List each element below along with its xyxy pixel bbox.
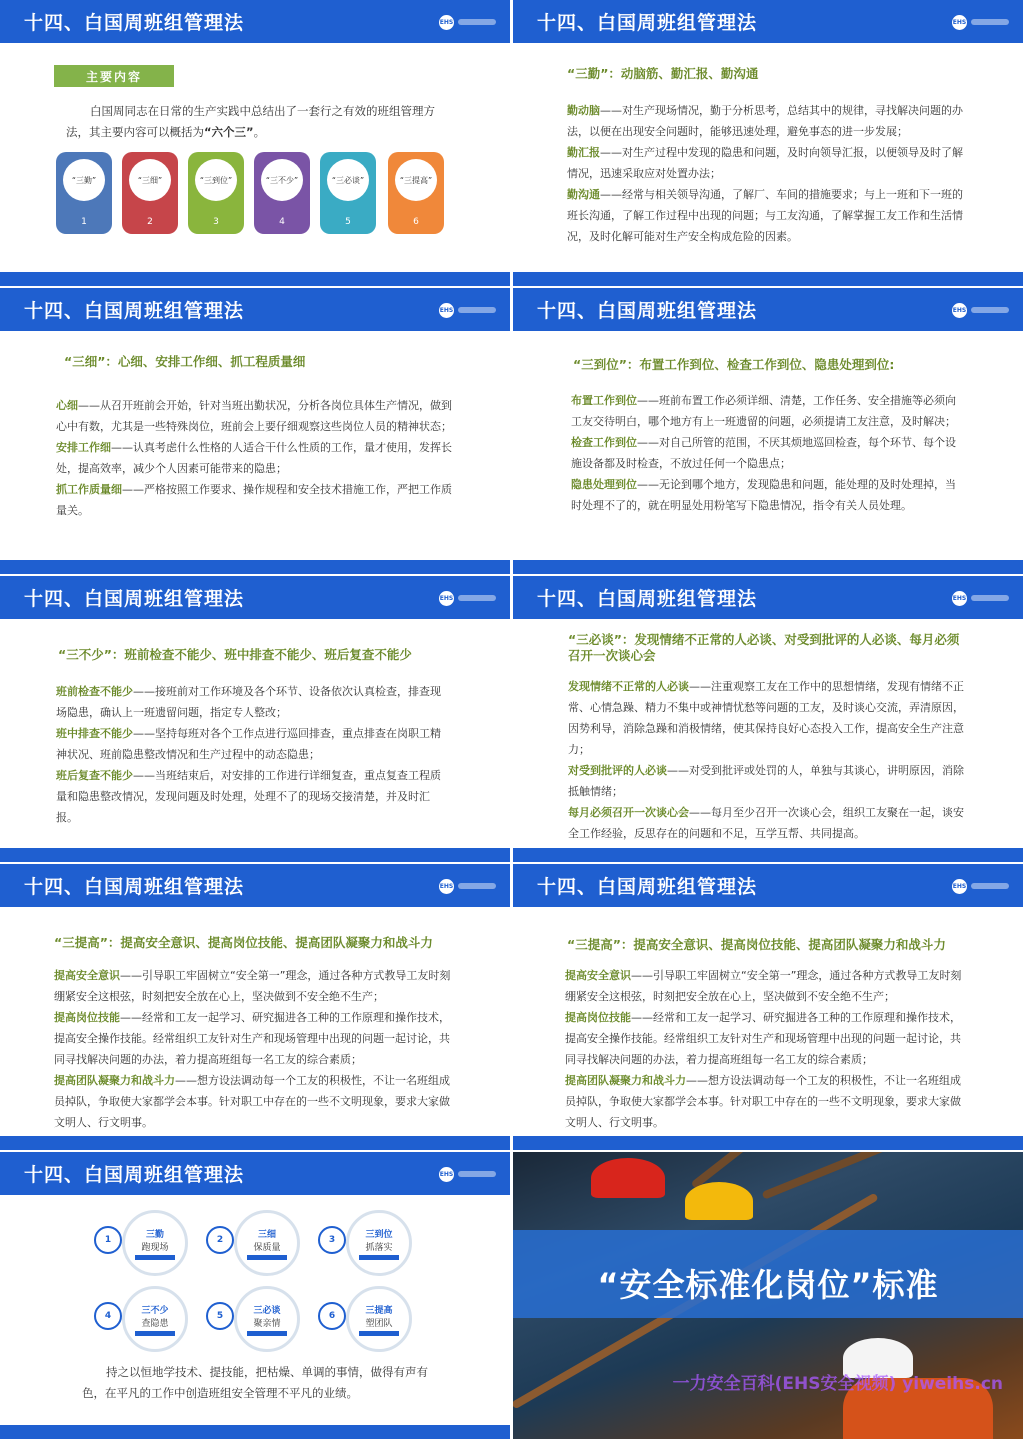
method-card-number: 3 — [213, 217, 219, 227]
method-card-label: “三提高” — [395, 159, 437, 201]
red-helmet-icon — [591, 1158, 665, 1198]
method-card — [388, 152, 444, 234]
ehs-logo-mark: EHS — [439, 1167, 454, 1182]
intro-paragraph: 白国周同志在日常的生产实践中总结出了一套行之有效的班组管理方法，其主要内容可以概括为“六个三”。 — [66, 104, 435, 139]
ehs-logo-mark: EHS — [439, 879, 454, 894]
ring-title: 三必谈 — [253, 1306, 281, 1316]
slide-title: 十四、白国周班组管理法 — [537, 300, 758, 322]
slide-footer-bar — [513, 560, 1023, 574]
slide-footer-bar — [0, 848, 510, 862]
ehs-logo-mark: EHS — [952, 303, 967, 318]
slide-body: 心细——从召开班前会开始，针对当班出勤状况，分析各岗位具体生产情况，做到心中有数，尤其是一些特殊岗位，班前会上要仔细观察这些岗位人员的精神状态； 安排工作细——认真考虑什么性格的人适合干什么性质的工作，量才使用，发挥长处，提高效率，减少个人因素可能带来的隐患； 抓工作质量细——严格按照工作要求、操作规程和安全技术措施工作，严把工作质量关。 — [56, 399, 452, 517]
ehs-logo — [952, 13, 1009, 31]
slide-main-content — [0, 0, 510, 286]
ring-caption: 聚亲情 — [253, 1319, 281, 1329]
slide-footer-bar — [0, 1136, 510, 1150]
slide-footer-bar — [513, 1136, 1023, 1150]
slide-three-improvements-copy — [513, 864, 1023, 1150]
slide-header — [0, 1152, 510, 1195]
ehs-logo — [439, 13, 496, 31]
slide-header — [0, 576, 510, 619]
method-card — [320, 152, 376, 234]
slide-footer-bar — [513, 848, 1023, 862]
slide-subtitle: “三细”：心细、安排工作细、抓工程质量细 — [64, 354, 306, 369]
ehs-logo-mark: EHS — [439, 303, 454, 318]
slide-three-in-place — [513, 288, 1023, 574]
method-card — [56, 152, 112, 234]
ring-caption: 保质量 — [253, 1243, 281, 1253]
slide-safety-standard-photo — [513, 1152, 1023, 1439]
ring-number-badge: 4 — [94, 1302, 122, 1330]
slide-title: 十四、白国周班组管理法 — [24, 1164, 245, 1186]
method-card-label: “三勤” — [63, 159, 105, 201]
method-card — [254, 152, 310, 234]
slide-subtitle: “三提高”：提高安全意识、提高岗位技能、提高团队凝聚力和战斗力 — [567, 937, 946, 952]
slide-footer-bar — [513, 272, 1023, 286]
slide-header — [513, 864, 1023, 907]
ring-title: 三细 — [257, 1230, 276, 1240]
slide-header — [0, 0, 510, 43]
method-card-label: “三不少” — [261, 159, 303, 201]
slide-header — [513, 288, 1023, 331]
slide-title: 十四、白国周班组管理法 — [537, 588, 758, 610]
ring-caption: 跑现场 — [141, 1243, 169, 1253]
ring-number-badge: 5 — [206, 1302, 234, 1330]
summary-ring — [234, 1210, 300, 1276]
slide-three-diligences — [513, 0, 1023, 286]
yellow-helmet-icon — [685, 1182, 753, 1220]
slide-title: 十四、白国周班组管理法 — [537, 12, 758, 34]
slide-title: 十四、白国周班组管理法 — [537, 876, 758, 898]
slide-header — [513, 576, 1023, 619]
method-card — [122, 152, 178, 234]
ehs-logo — [439, 877, 496, 895]
slide-body: 布置工作到位——班前布置工作必须详细、清楚，工作任务、安全措施等必须向工友交待明白，哪个地方有上一班遗留的问题，必须提请工友注意，及时解决； 检查工作到位——对自己所管的范围，不厌其烦地巡回检查，每个环节、每个设施设备都及时检查，不放过任何一个隐患点； 隐患处理到位——无论到哪个地方，发现隐患和问题，能处理的及时处理掉，当时处理不了的，就在明显处用粉笔写下隐患情况，指令有关人员处理。 — [571, 394, 956, 512]
ehs-logo-mark: EHS — [952, 15, 967, 30]
slide-summary-rings — [0, 1152, 510, 1439]
slide-header — [0, 864, 510, 907]
ehs-logo-mark: EHS — [952, 591, 967, 606]
method-card-number: 5 — [345, 217, 351, 227]
ring-title: 三提高 — [365, 1306, 393, 1316]
slide-body: 勤动脑——对生产现场情况，勤于分析思考，总结其中的规律，寻找解决问题的办法，以便在出现安全问题时，能够迅速处理，避免事态的进一步发展； 勤汇报——对生产过程中发现的隐患和问题，及时向领导汇报，以便领导及时了解情况，迅速采取应对处置办法； 勤沟通——经常与相关领导沟通，了解厂、车间的措施要求；与上一班和下一班的班长沟通，了解工作过程中出现的问题；与工友沟通，了解掌握工友工作和生活情况，及时化解可能对生产安全构成危险的因素。 — [567, 104, 963, 243]
slide-title: 十四、白国周班组管理法 — [24, 588, 245, 610]
ring-title: 三不少 — [141, 1306, 169, 1316]
slide-title: 十四、白国周班组管理法 — [24, 876, 245, 898]
ehs-logo — [439, 1165, 496, 1183]
slide-header — [0, 288, 510, 331]
slide-subtitle: “三到位”：布置工作到位、检查工作到位、隐患处理到位: — [573, 357, 895, 372]
method-card-label: “三细” — [129, 159, 171, 201]
slide-three-musts — [0, 576, 510, 862]
summary-ring — [346, 1210, 412, 1276]
slide-header — [513, 0, 1023, 43]
ehs-logo — [952, 589, 1009, 607]
closing-paragraph: 持之以恒地学技术、提技能，把枯燥、单调的事情，做得有声有色，在平凡的工作中创造班组安全管理不平凡的业绩。 — [82, 1365, 428, 1400]
ring-title: 三到位 — [365, 1230, 393, 1240]
ehs-logo — [952, 301, 1009, 319]
method-card-label: “三到位” — [195, 159, 237, 201]
slide-three-carefuls — [0, 288, 510, 574]
slide-headline: “安全标准化岗位”标准 — [597, 1266, 939, 1304]
method-card-number: 4 — [279, 217, 285, 227]
slide-subtitle: “三必谈”：发现情绪不正常的人必谈、对受到批评的人必谈、每月必须召开一次谈心会 — [568, 632, 960, 663]
ehs-logo-mark: EHS — [952, 879, 967, 894]
slide-footer-bar — [0, 1425, 510, 1439]
ring-caption: 查隐患 — [141, 1319, 169, 1329]
ring-number-badge: 2 — [206, 1226, 234, 1254]
ring-number-badge: 3 — [318, 1226, 346, 1254]
summary-ring — [346, 1286, 412, 1352]
ehs-logo — [439, 589, 496, 607]
slide-title: 十四、白国周班组管理法 — [24, 300, 245, 322]
ring-number-badge: 6 — [318, 1302, 346, 1330]
method-card-number: 1 — [81, 217, 87, 227]
ring-number-badge: 1 — [94, 1226, 122, 1254]
method-card — [188, 152, 244, 234]
ehs-logo — [952, 877, 1009, 895]
slide-body: 提高安全意识——引导职工牢固树立“安全第一”理念，通过各种方式教导工友时刻绷紧安全这根弦，时刻把安全放在心上，坚决做到不安全绝不生产； 提高岗位技能——经常和工友一起学习、研究掘进各工种的工作原理和操作技术，提高安全操作技能。经常组织工友针对生产和现场管理中出现的问题一起讨论，共同寻找解决问题的办法，着力提高班组每一名工友的综合素质； 提高团队凝聚力和战斗力——想方设法调动每一个工友的积极性，不让一名班组成员掉队，争取使大家都学会本事。针对职工中存在的一些不文明现象，要求大家做文明人、行文明事。 — [565, 969, 962, 1129]
main-content-tag: 主要内容 — [54, 65, 174, 87]
slide-body: 班前检查不能少——接班前对工作环境及各个环节、设备依次认真检查，排查现场隐患，确认上一班遗留问题，指定专人整改； 班中排查不能少——坚持每班对各个工作点进行巡回排查，重点排查在岗职工精神状况、班前隐患整改情况和生产过程中的动态隐患； 班后复查不能少——当班结束后，对安排的工作进行详细复查，重点复查工程质量和隐患整改情况，发现问题及时处理，处理不了的现场交接清楚，并及时汇报。 — [56, 685, 441, 824]
ehs-logo-mark: EHS — [439, 15, 454, 30]
slide-subtitle: “三提高”：提高安全意识、提高岗位技能、提高团队凝聚力和战斗力 — [54, 935, 433, 950]
ehs-logo-mark: EHS — [439, 591, 454, 606]
summary-ring — [122, 1286, 188, 1352]
slide-three-improvements — [0, 864, 510, 1150]
watermark: 一力安全百科(EHS安全视频) yiweihs.cn — [672, 1374, 1003, 1394]
ring-caption: 抓落实 — [365, 1243, 393, 1253]
slide-subtitle: “三不少”：班前检查不能少、班中排查不能少、班后复查不能少 — [58, 647, 412, 662]
slide-title: 十四、白国周班组管理法 — [24, 12, 245, 34]
ehs-logo — [439, 301, 496, 319]
ring-title: 三勤 — [145, 1230, 164, 1240]
slide-footer-bar — [0, 272, 510, 286]
method-card-number: 6 — [413, 217, 419, 227]
ring-caption: 塑团队 — [365, 1319, 393, 1329]
slide-body: 发现情绪不正常的人必谈——注重观察工友在工作中的思想情绪，发现有情绪不正常、心情急躁、精力不集中或神情忧愁等问题的工友，及时谈心交流，弄清原因，因势利导，消除急躁和消极情绪，使其保持良好心态投入工作，提高安全生产注意力； 对受到批评的人必谈——对受到批评或处罚的人，单独与其谈心，讲明原因，消除抵触情绪； 每月必须召开一次谈心会——每月至少召开一次谈心会，组织工友聚在一起，谈安全工作经验，反思存在的问题和不足，互学互帮、共同提高。 — [568, 680, 964, 840]
slide-three-talks — [513, 576, 1023, 862]
summary-ring — [234, 1286, 300, 1352]
slide-footer-bar — [0, 560, 510, 574]
summary-ring — [122, 1210, 188, 1276]
slide-subtitle: “三勤”：动脑筋、勤汇报、勤沟通 — [567, 66, 759, 81]
method-card-label: “三必谈” — [327, 159, 369, 201]
method-card-number: 2 — [147, 217, 153, 227]
slide-body: 提高安全意识——引导职工牢固树立“安全第一”理念，通过各种方式教导工友时刻绷紧安全这根弦，时刻把安全放在心上，坚决做到不安全绝不生产； 提高岗位技能——经常和工友一起学习、研究掘进各工种的工作原理和操作技术，提高安全操作技能。经常组织工友针对生产和现场管理中出现的问题一起讨论，共同寻找解决问题的办法，着力提高班组每一名工友的综合素质； 提高团队凝聚力和战斗力——想方设法调动每一个工友的积极性，不让一名班组成员掉队，争取使大家都学会本事。针对职工中存在的一些不文明现象，要求大家做文明人、行文明事。 — [54, 969, 451, 1129]
